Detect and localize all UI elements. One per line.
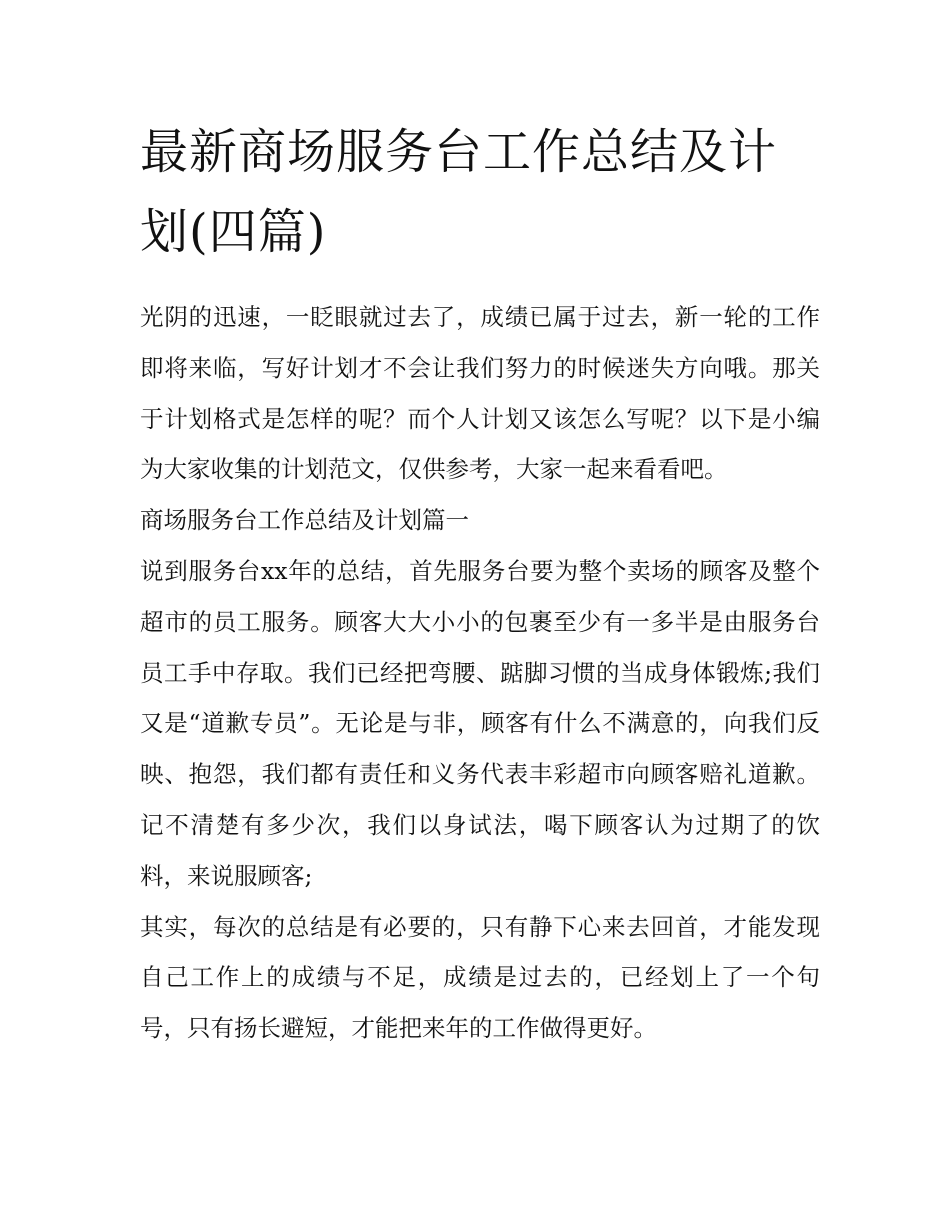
document-page bbox=[140, 112, 820, 1054]
document-title: 最新商场服务台工作总结及计划(四篇) bbox=[140, 124, 778, 260]
body-paragraph-2: 其实，每次的总结是有必要的，只有静下心来去回首，才能发现自己工作上的成绩与不足，成绩是过去的，已经划上了一个句号，只有扬长避短，才能把来年的工作做得更好。 bbox=[140, 912, 820, 1043]
body-paragraph-1: 说到服务台xx年的总结，首先服务台要为整个卖场的顾客及整个超市的员工服务。顾客大大小小的包裹至少有一多半是由服务台员工手中存取。我们已经把弯腰、踮脚习惯的当成身体锻炼;我们又是“道歉专员”。无论是与非，顾客有什么不满意的，向我们反映、抱怨，我们都有责任和义务代表丰彩超市向顾客赔礼道歉。记不清楚有多少次，我们以身试法，喝下顾客认为过期了的饮料，来说服顾客; bbox=[140, 556, 820, 890]
section-heading: 商场服务台工作总结及计划篇一 bbox=[140, 506, 469, 535]
intro-paragraph: 光阴的迅速，一眨眼就过去了，成绩已属于过去，新一轮的工作即将来临，写好计划才不会让我们努力的时候迷失方向哦。那关于计划格式是怎样的呢？而个人计划又该怎么写呢？以下是小编为大家收集的计划范文，仅供参考，大家一起来看看吧。 bbox=[140, 303, 820, 484]
